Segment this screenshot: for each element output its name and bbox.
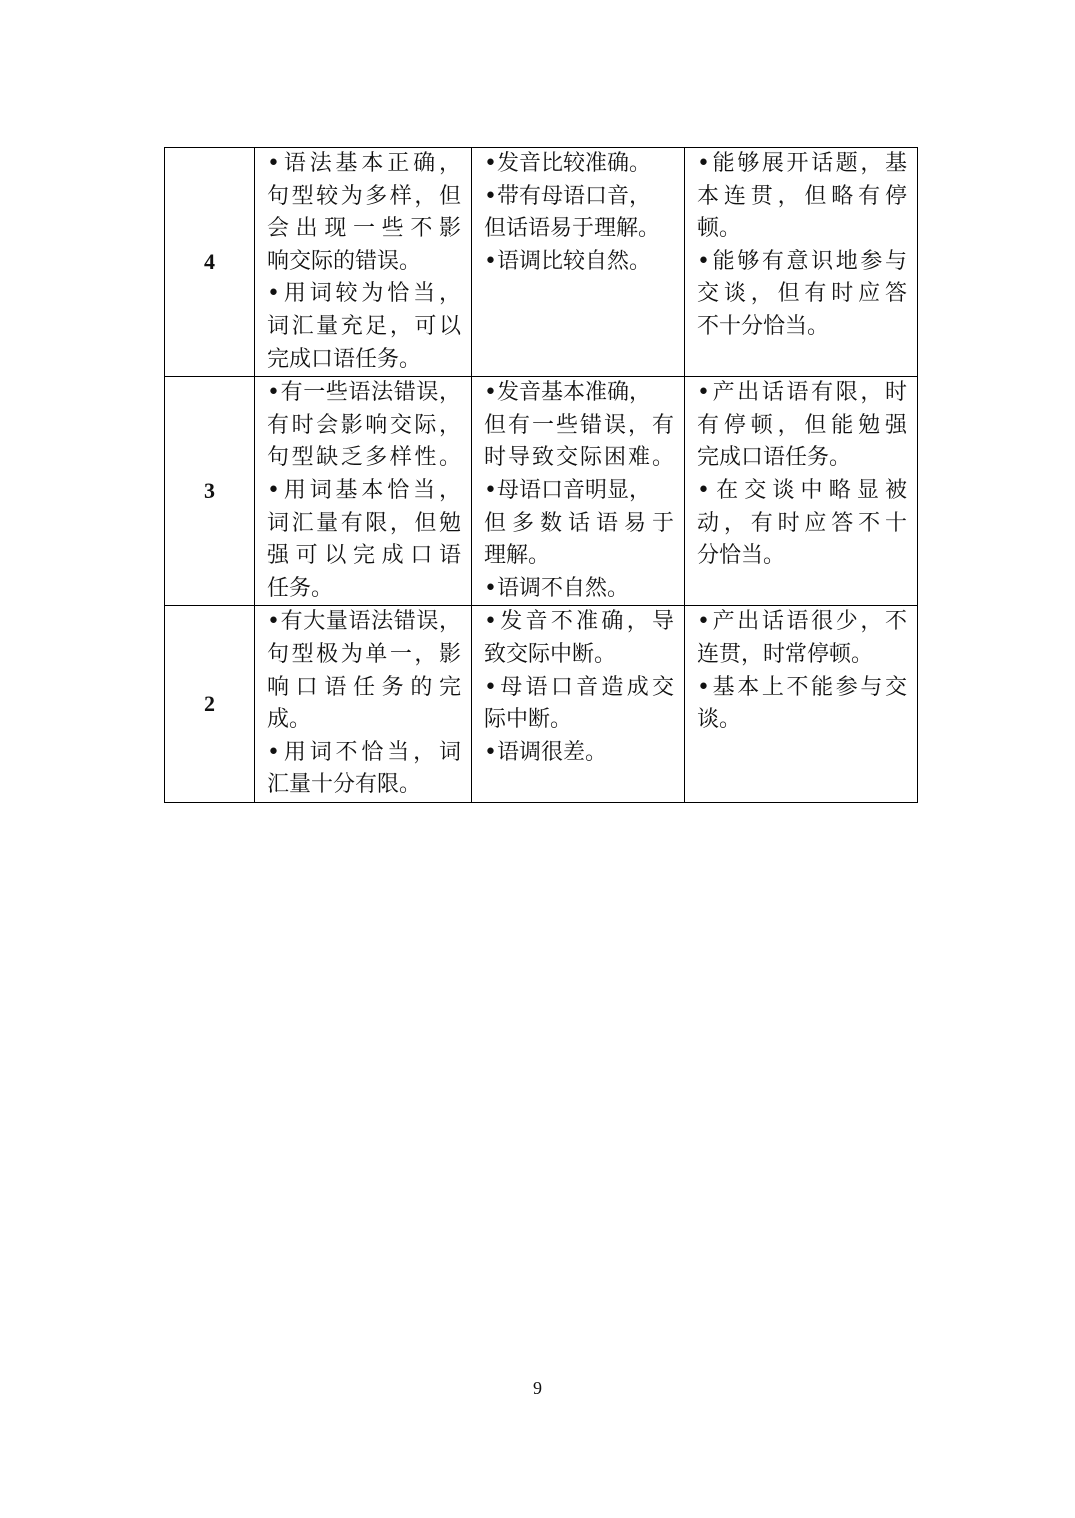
cell-text-line: 不十分恰当。 — [697, 313, 830, 339]
grammar-vocabulary-cell — [255, 606, 472, 803]
interaction-cell — [685, 606, 918, 803]
cell-text-line: 致交际中断。 — [484, 641, 617, 667]
cell-text-line: 顿。 — [697, 216, 742, 242]
cell-text-line: 有时会影响交际， — [267, 412, 461, 438]
cell-text-line: 际中断。 — [484, 707, 573, 733]
cell-text-line: •产出话语有限，时 — [697, 380, 907, 406]
cell-text-line: 理解。 — [484, 543, 551, 569]
interaction-cell — [685, 377, 918, 606]
cell-text-line: 完成口语任务。 — [267, 346, 422, 372]
cell-text-line: 时导致交际困难。 — [484, 445, 674, 471]
cell-text-line: •能够有意识地参与 — [697, 248, 907, 274]
interaction-cell — [685, 148, 918, 377]
cell-text-line: 动，有时应答不十 — [697, 510, 907, 536]
cell-text-line: 句型缺乏多样性。 — [267, 445, 461, 471]
scoring-rubric-table — [164, 147, 918, 803]
table-row — [165, 606, 918, 803]
pronunciation-cell — [472, 606, 685, 803]
cell-text-line: •母语口音造成交 — [484, 674, 674, 700]
table-row — [165, 148, 918, 377]
cell-text-line: 任务。 — [267, 575, 334, 601]
cell-text-line: 谈。 — [697, 707, 742, 733]
cell-text-line: •有一些语法错误， — [267, 380, 461, 406]
page-number: 9 — [533, 1378, 542, 1398]
cell-text-line: •有大量语法错误， — [267, 609, 461, 635]
cell-text-line: •带有母语口音， — [484, 183, 651, 209]
cell-text-line: 分恰当。 — [697, 543, 786, 569]
cell-text-line: 但有一些错误，有 — [484, 412, 674, 438]
table-row — [165, 377, 918, 606]
grammar-vocabulary-cell — [255, 377, 472, 606]
cell-text-line: 但多数话语易于 — [484, 510, 674, 536]
cell-text-line: 句型较为多样，但 — [267, 183, 461, 209]
cell-text-line: 本连贯，但略有停 — [697, 183, 907, 209]
cell-text-line: •语调比较自然。 — [484, 248, 651, 274]
cell-text-line: •能够展开话题，基 — [697, 151, 907, 176]
cell-text-line: •语调不自然。 — [484, 575, 629, 601]
cell-text-line: 响口语任务的完 — [267, 674, 461, 700]
pronunciation-cell — [472, 377, 685, 606]
cell-text-line: 交谈，但有时应答 — [697, 281, 907, 307]
cell-text-line: 连贯，时常停顿。 — [697, 641, 874, 667]
cell-text-line: •在交谈中略显被 — [697, 477, 907, 503]
grammar-vocabulary-cell — [255, 148, 472, 377]
score-cell: 4 — [165, 148, 255, 377]
cell-text-line: •发音比较准确。 — [484, 151, 651, 176]
cell-text-line: 成。 — [267, 707, 312, 733]
cell-text-line: •基本上不能参与交 — [697, 674, 907, 700]
cell-text-line: 词汇量充足，可以 — [267, 313, 461, 339]
cell-text-line: •发音不准确，导 — [484, 609, 674, 635]
cell-text-line: 会出现一些不影 — [267, 216, 461, 242]
cell-text-line: •发音基本准确， — [484, 380, 651, 406]
cell-text-line: •产出话语很少，不 — [697, 609, 907, 635]
cell-text-line: •语法基本正确， — [267, 151, 461, 176]
cell-text-line: •用词基本恰当， — [267, 477, 461, 503]
cell-text-line: 响交际的错误。 — [267, 248, 422, 274]
score-cell: 3 — [165, 377, 255, 606]
cell-text-line: 有停顿，但能勉强 — [697, 412, 907, 438]
cell-text-line: 词汇量有限，但勉 — [267, 510, 461, 536]
cell-text-line: 完成口语任务。 — [697, 445, 852, 471]
cell-text-line: •语调很差。 — [484, 739, 607, 765]
cell-text-line: •用词不恰当，词 — [267, 739, 461, 765]
score-cell: 2 — [165, 606, 255, 803]
cell-text-line: 但话语易于理解。 — [484, 216, 661, 242]
cell-text-line: •母语口音明显， — [484, 477, 651, 503]
cell-text-line: 汇量十分有限。 — [267, 772, 422, 798]
cell-text-line: 句型极为单一，影 — [267, 641, 461, 667]
cell-text-line: 强可以完成口语 — [267, 543, 461, 569]
pronunciation-cell — [472, 148, 685, 377]
cell-text-line: •用词较为恰当， — [267, 281, 461, 307]
